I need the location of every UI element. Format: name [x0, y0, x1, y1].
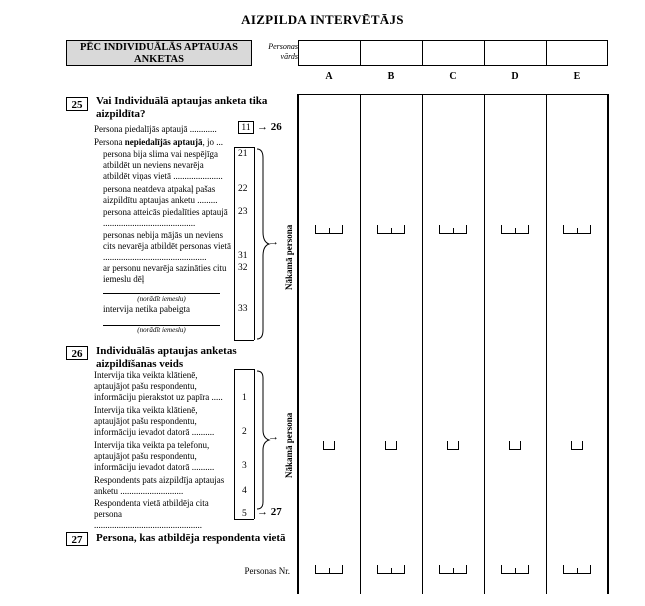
grid-line	[360, 94, 361, 594]
grid-top-line	[298, 94, 609, 95]
answer-q26-b[interactable]	[385, 441, 397, 450]
answer-q25-d[interactable]	[501, 225, 529, 234]
code-2[interactable]: 2	[242, 427, 247, 437]
divider	[234, 519, 254, 520]
answer-q25-e[interactable]	[563, 225, 591, 234]
name-cell-b[interactable]	[360, 40, 422, 66]
code-column-q26	[234, 369, 255, 519]
answer-q26-c[interactable]	[447, 441, 459, 450]
grid-line	[422, 94, 423, 594]
next-person-label-q26: Nākamā persona	[284, 412, 294, 478]
code-5[interactable]: 5	[242, 509, 247, 519]
name-cell-e[interactable]	[546, 40, 608, 66]
goto-27: 27	[270, 506, 282, 518]
option-23-text: persona atteicās piedalīties aptaujā .........................................	[103, 207, 228, 228]
divider	[234, 369, 254, 370]
code-3[interactable]: 3	[242, 461, 247, 471]
section-header-box: PĒC INDIVIDUĀLĀS APTAUJAS ANKETAS	[66, 40, 252, 66]
question-25-text: Vai Individuālā aptaujas anketa tika aizpildīta?	[96, 95, 268, 120]
reason-note-32: (norādīt iemeslu)	[137, 295, 186, 303]
reason-line-32	[103, 293, 220, 294]
code-22[interactable]: 22	[238, 184, 248, 194]
option-32-text: ar personu nevarēja sazināties citu iemeslu dēļ	[103, 263, 227, 284]
persons-name-label: Personas vārds	[268, 42, 298, 61]
code-11[interactable]: 11	[238, 121, 254, 134]
answer-q25-a[interactable]	[315, 225, 343, 234]
question-27-text: Persona, kas atbildēja respondenta vietā	[96, 532, 286, 544]
answer-q26-e[interactable]	[571, 441, 583, 450]
persons-number-label: Personas Nr.	[244, 566, 290, 576]
answer-q25-b[interactable]	[377, 225, 405, 234]
grid-line	[484, 94, 485, 594]
option-33-text: intervija netika pabeigta	[103, 304, 190, 314]
code-23[interactable]: 23	[238, 207, 248, 217]
column-header-e: E	[573, 71, 581, 82]
goto-arrow: → 26	[257, 121, 282, 133]
option-participated: Persona piedalījās aptaujā ............	[94, 124, 217, 134]
code-33[interactable]: 33	[238, 304, 248, 314]
answer-q26-d[interactable]	[509, 441, 521, 450]
next-person-label-q25: Nākamā persona	[284, 224, 294, 290]
question-number-25: 25	[66, 97, 88, 111]
option-22-text: persona neatdeva atpakaļ pašas aizpildītu aptaujas anketu .........	[103, 184, 218, 205]
answer-q27-b[interactable]	[377, 565, 405, 574]
reason-note-33: (norādīt iemeslu)	[137, 326, 186, 334]
answer-q27-a[interactable]	[315, 565, 343, 574]
goto-26: 26	[270, 121, 282, 133]
code-1[interactable]: 1	[242, 393, 247, 403]
name-cell-d[interactable]	[484, 40, 546, 66]
option-5-text: Respondenta vietā atbildēja cita persona ................................................	[94, 498, 209, 530]
option-4-text: Respondents pats aizpildīja aptaujas anketu ............................	[94, 475, 225, 496]
code-4[interactable]: 4	[242, 486, 247, 496]
name-cell-c[interactable]	[422, 40, 484, 66]
option-2-text: Intervija tika veikta klātienē, aptaujājot pašu respondentu, informāciju ievadot datorā ..........	[94, 405, 215, 437]
question-26-text: Individuālās aptaujas anketas aizpildīšanas veids	[96, 345, 237, 370]
code-31[interactable]: 31	[238, 251, 248, 261]
question-number-27: 27	[66, 532, 88, 546]
divider	[234, 147, 254, 148]
column-header-b: B	[387, 71, 395, 82]
option-21-text: persona bija slima vai nespējīga atbildēt un neviens nevarēja atbildēt viņas vietā ......................	[103, 149, 223, 181]
question-number-26: 26	[66, 346, 88, 360]
form-title: AIZPILDA INTERVĒTĀJS	[241, 12, 404, 27]
option-1-text: Intervija tika veikta klātienē, aptaujājot pašu respondentu, informāciju pierakstot uz papīra .....	[94, 370, 223, 402]
answer-q25-c[interactable]	[439, 225, 467, 234]
column-header-d: D	[511, 71, 519, 82]
divider	[234, 340, 254, 341]
answer-q27-d[interactable]	[501, 565, 529, 574]
goto-arrow: → 27	[257, 506, 282, 518]
column-header-c: C	[449, 71, 457, 82]
option-3-text: Intervija tika veikta pa telefonu, aptaujājot pašu respondentu, informāciju ievadot datorā ..........	[94, 440, 215, 472]
grid-line	[607, 94, 609, 594]
answer-q26-a[interactable]	[323, 441, 335, 450]
name-cell-a[interactable]	[298, 40, 360, 66]
code-32[interactable]: 32	[238, 263, 248, 273]
column-header-a: A	[325, 71, 333, 82]
code-21[interactable]: 21	[238, 149, 248, 159]
answer-q27-e[interactable]	[563, 565, 591, 574]
option-not-participated: Persona nepiedalījās aptaujā, jo ...	[94, 137, 224, 147]
option-31-text: personas nebija mājās un neviens cits nevarēja atbildēt personas vietā ..............................................	[103, 230, 231, 262]
answer-q27-c[interactable]	[439, 565, 467, 574]
grid-line	[297, 94, 299, 594]
arrow-right-icon: →	[268, 236, 279, 248]
arrow-right-icon: →	[268, 431, 279, 443]
grid-line	[546, 94, 547, 594]
